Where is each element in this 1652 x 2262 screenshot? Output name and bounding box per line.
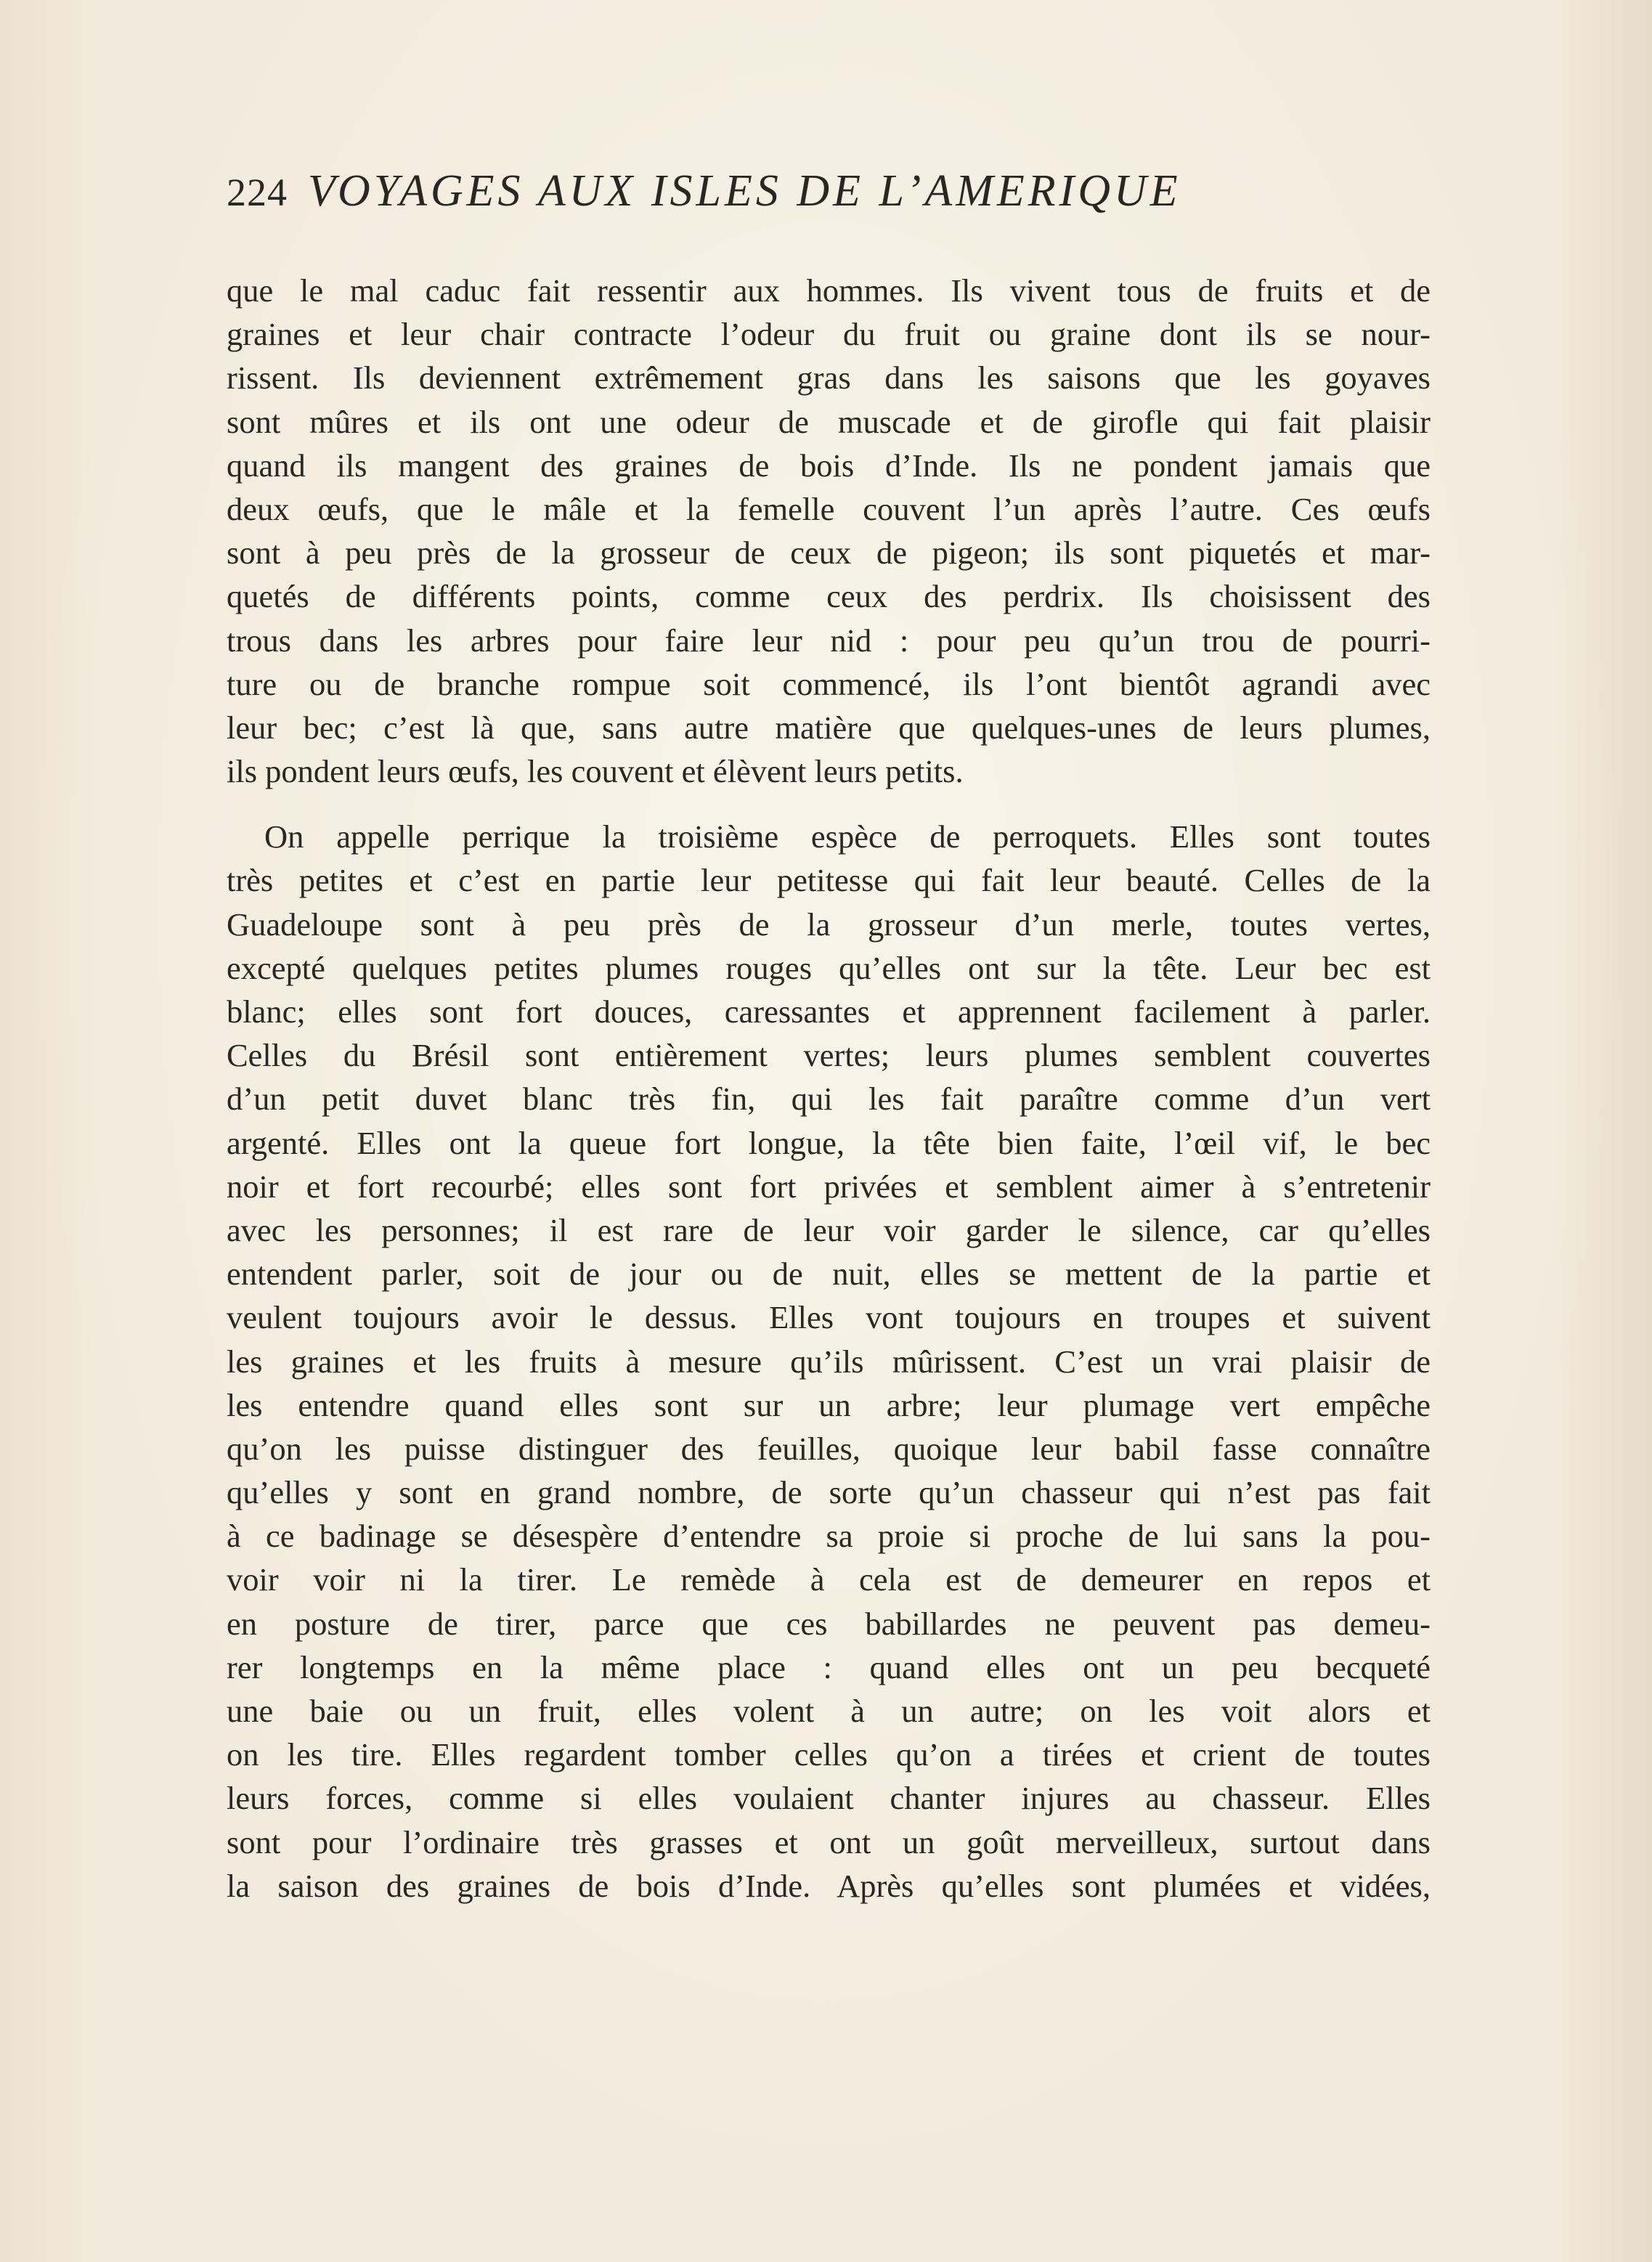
text-line: rer longtemps en la même place : quand elles ont un peu becqueté [227,1648,1431,1685]
text-line: une baie ou un fruit, elles volent à un autre; on les voit alors et [227,1693,1431,1729]
text-line: sont mûres et ils ont une odeur de muscade et de girofle qui fait plaisir [227,403,1431,440]
text-line: deux œufs, que le mâle et la femelle couvent l’un après l’autre. Ces œufs [227,490,1431,527]
text-line: on les tire. Elles regardent tomber celles qu’on a tirées et crient de toutes [227,1736,1431,1773]
text-line: d’un petit duvet blanc très fin, qui les fait paraître comme d’un vert [227,1081,1431,1118]
text-line: ture ou de branche rompue soit commencé, ils l’ont bientôt agrandi avec [227,665,1431,702]
text-line: Guadeloupe sont à peu près de la grosseur d’un merle, toutes vertes, [227,906,1431,943]
text-line: que le mal caduc fait ressentir aux hommes. Ils vivent tous de fruits et de [227,272,1431,309]
text-line: entendent parler, soit de jour ou de nuit, elles se mettent de la partie et [227,1256,1431,1293]
text-line: noir et fort recourbé; elles sont fort privées et semblent aimer à s’entretenir [227,1168,1431,1205]
body-text [227,269,1431,1908]
text-line: la saison des graines de bois d’Inde. Après qu’elles sont plumées et vidées, [227,1867,1431,1904]
text-line: On appelle perrique la troisième espèce de perroquets. Elles sont toutes [264,818,1431,855]
text-line: voir voir ni la tirer. Le remède à cela est de demeurer en repos et [227,1561,1431,1598]
text-line: à ce badinage se désespère d’entendre sa proie si proche de lui sans la pou- [227,1518,1431,1555]
text-line: quand ils mangent des graines de bois d’Inde. Ils ne pondent jamais que [227,447,1431,484]
paragraph-1 [227,269,1431,793]
text-line: les entendre quand elles sont sur un arbre; leur plumage vert empêche [227,1386,1431,1423]
text-line: blanc; elles sont fort douces, caressantes et apprennent facilement à parler. [227,993,1431,1030]
text-line: avec les personnes; il est rare de leur voir garder le silence, car qu’elles [227,1211,1431,1248]
text-line: ils pondent leurs œufs, les couvent et élèvent leurs petits. [227,753,964,790]
text-line: sont à peu près de la grosseur de ceux de pigeon; ils sont piquetés et mar- [227,534,1431,571]
text-line: qu’on les puisse distinguer des feuilles, quoique leur babil fasse connaître [227,1430,1431,1467]
text-line: rissent. Ils deviennent extrêmement gras dans les saisons que les goyaves [227,359,1431,396]
text-line: sont pour l’ordinaire très grasses et ont un goût merveilleux, surtout dans [227,1823,1431,1860]
text-line: très petites et c’est en partie leur petitesse qui fait leur beauté. Celles de la [227,862,1431,899]
text-line: quetés de différents points, comme ceux des perdrix. Ils choisissent des [227,578,1431,615]
text-line: les graines et les fruits à mesure qu’ils mûrissent. C’est un vrai plaisir de [227,1343,1431,1380]
text-line: excepté quelques petites plumes rouges qu’elles ont sur la tête. Leur bec est [227,949,1431,986]
text-line: qu’elles y sont en grand nombre, de sorte qu’un chasseur qui n’est pas fait [227,1474,1431,1511]
running-head [227,166,1461,224]
text-line: trous dans les arbres pour faire leur nid : pour peu qu’un trou de pourri- [227,622,1431,659]
text-line: Celles du Brésil sont entièrement vertes; leurs plumes semblent couvertes [227,1037,1431,1074]
text-line: veulent toujours avoir le dessus. Elles vont toujours en troupes et suivent [227,1299,1431,1336]
running-title: VOYAGES AUX ISLES DE L’AMERIQUE [308,166,1181,216]
text-line: graines et leur chair contracte l’odeur du fruit ou graine dont ils se nour- [227,316,1431,353]
text-line: leur bec; c’est là que, sans autre matière que quelques-unes de leurs plumes, [227,709,1431,746]
text-line: en posture de tirer, parce que ces babillardes ne peuvent pas demeu- [227,1605,1431,1642]
page-number: 224 [227,171,288,214]
text-line: leurs forces, comme si elles voulaient chanter injures au chasseur. Elles [227,1780,1431,1817]
text-line: argenté. Elles ont la queue fort longue, la tête bien faite, l’œil vif, le bec [227,1124,1431,1161]
paragraph-2 [227,815,1431,1908]
